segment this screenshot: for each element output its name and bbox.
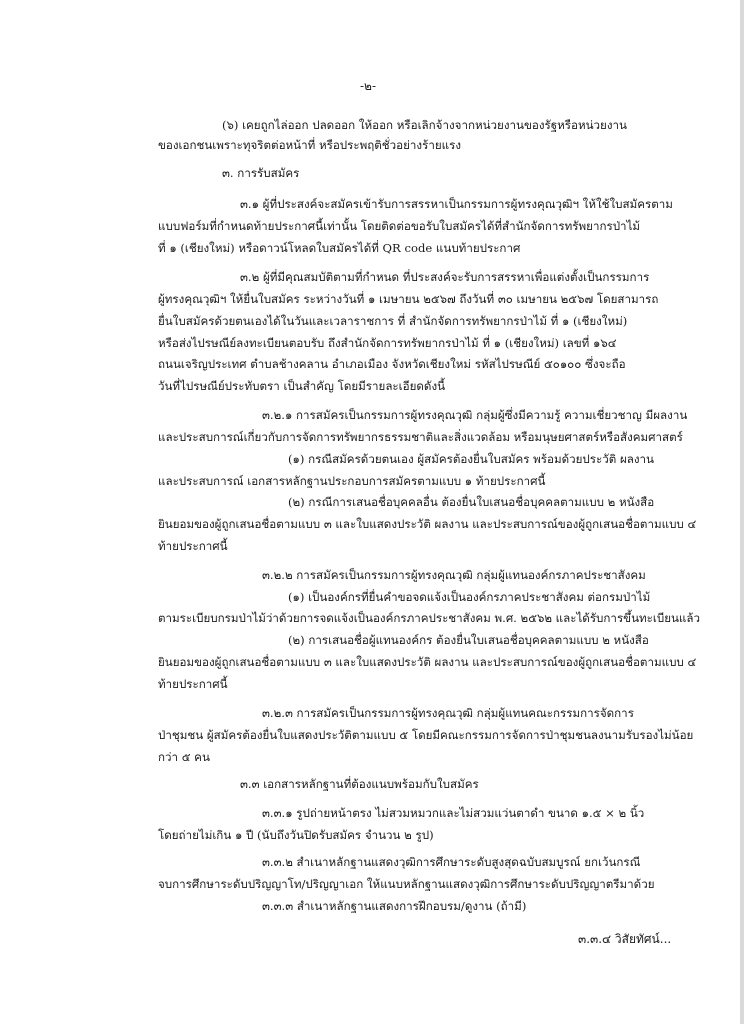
text-line: (๖) เคยถูกไล่ออก ปลดออก ให้ออก หรือเลิกจ้างจากหน่วยงานของรัฐหรือหน่วยงาน	[222, 118, 627, 132]
text-line: ๓.๓.๑ รูปถ่ายหน้าตรง ไม่สวมหมวกและไม่สวมแว่นตาดำ ขนาด ๑.๕ × ๒ นิ้ว	[262, 806, 645, 820]
section-heading: ๓. การรับสมัคร	[222, 166, 300, 180]
text-line: (๑) เป็นองค์กรที่ยื่นคำขอจดแจ้งเป็นองค์กรภาคประชาสังคม ต่อกรมป่าไม้	[288, 590, 651, 604]
text-line: ๓.๑ ผู้ที่ประสงค์จะสมัครเข้ารับการสรรหาเป็นกรรมการผู้ทรงคุณวุฒิฯ ให้ใช้ใบสมัครตาม	[240, 197, 673, 211]
text-line: และประสบการณ์ เอกสารหลักฐานประกอบการสมัครตามแบบ ๑ ท้ายประกาศนี้	[158, 474, 546, 488]
text-line: (๒) กรณีการเสนอชื่อบุคคลอื่น ต้องยื่นใบเสนอชื่อบุคคลตามแบบ ๒ หนังสือ	[288, 495, 655, 509]
text-line: ๓.๒.๒ การสมัครเป็นกรรมการผู้ทรงคุณวุฒิ กลุ่มผู้แทนองค์กรภาคประชาสังคม	[262, 568, 646, 582]
text-line: ท้ายประกาศนี้	[158, 539, 228, 553]
text-line: ๓.๓.๓ สำเนาหลักฐานแสดงการฝึกอบรม/ดูงาน (ถ้ามี)	[262, 899, 527, 913]
text-line: ๓.๒ ผู้ที่มีคุณสมบัติตามที่กำหนด ที่ประสงค์จะรับการสรรหาเพื่อแต่งตั้งเป็นกรรมการ	[240, 270, 650, 284]
text-line: หรือส่งไปรษณีย์ลงทะเบียนตอบรับ ถึงสำนักจัดการทรัพยากรป่าไม้ ที่ ๑ (เชียงใหม่) เลขที่ ๑๖๔	[158, 336, 617, 350]
page-number: -๒-	[360, 79, 377, 93]
text-line: (๒) การเสนอชื่อผู้แทนองค์กร ต้องยื่นใบเสนอชื่อบุคคลตามแบบ ๒ หนังสือ	[288, 633, 649, 647]
text-line: ๓.๓.๒ สำเนาหลักฐานแสดงวุฒิการศึกษาระดับสูงสุดฉบับสมบูรณ์ ยกเว้นกรณี	[262, 855, 641, 869]
text-line: แบบฟอร์มที่กำหนดท้ายประกาศนี้เท่านั้น โดยติดต่อขอรับใบสมัครได้ที่สำนักจัดการทรัพยากรป่าไม้	[158, 219, 641, 233]
text-line: ของเอกชนเพราะทุจริตต่อหน้าที่ หรือประพฤติชั่วอย่างร้ายแรง	[158, 138, 461, 152]
text-line: ที่ ๑ (เชียงใหม่) หรือดาวน์โหลดใบสมัครได้ที่ QR code แนบท้ายประกาศ	[158, 241, 521, 255]
text-line: ป่าชุมชน ผู้สมัครต้องยื่นใบแสดงประวัติตามแบบ ๕ โดยมีคณะกรรมการจัดการป่าชุมชนลงนามรับรองไม่น้อย	[158, 728, 694, 742]
text-line: จบการศึกษาระดับปริญญาโท/ปริญญาเอก ให้แนบหลักฐานแสดงวุฒิการศึกษาระดับปริญญาตรีมาด้วย	[158, 877, 655, 891]
text-line: วันที่ไปรษณีย์ประทับตรา เป็นสำคัญ โดยมีรายละเอียดดังนี้	[158, 379, 446, 393]
section-heading: ๓.๓ เอกสารหลักฐานที่ต้องแนบพร้อมกับใบสมัคร	[240, 777, 479, 791]
text-line: และประสบการณ์เกี่ยวกับการจัดการทรัพยากรธรรมชาติและสิ่งแวดล้อม หรือมนุษยศาสตร์หรือสังคมศาสตร์	[158, 430, 683, 444]
text-line: ยื่นใบสมัครด้วยตนเองได้ในวันและเวลาราชการ ที่ สำนักจัดการทรัพยากรป่าไม้ ที่ ๑ (เชียงใหม่)	[158, 314, 628, 328]
text-line: กว่า ๕ คน	[158, 750, 210, 764]
text-line: ตามระเบียบกรมป่าไม้ว่าด้วยการจดแจ้งเป็นองค์กรภาคประชาสังคม พ.ศ. ๒๕๖๒ และได้รับการขึ้นทะเบียนแล้ว	[158, 611, 701, 625]
page-edge-shadow	[740, 0, 744, 1024]
text-line: (๑) กรณีสมัครด้วยตนเอง ผู้สมัครต้องยื่นใบสมัคร พร้อมด้วยประวัติ ผลงาน	[288, 452, 654, 466]
text-line: ๓.๒.๓ การสมัครเป็นกรรมการผู้ทรงคุณวุฒิ กลุ่มผู้แทนคณะกรรมการจัดการ	[262, 706, 634, 720]
text-line: โดยถ่ายไม่เกิน ๑ ปี (นับถึงวันปิดรับสมัคร จำนวน ๒ รูป)	[158, 828, 434, 842]
text-line: ผู้ทรงคุณวุฒิฯ ให้ยื่นใบสมัคร ระหว่างวันที่ ๑ เมษายน ๒๕๖๗ ถึงวันที่ ๓๐ เมษายน ๒๕๖๗ โดยสามารถ	[158, 292, 659, 306]
text-line: ถนนเจริญประเทศ ตำบลช้างคลาน อำเภอเมือง จังหวัดเชียงใหม่ รหัสไปรษณีย์ ๕๐๑๐๐ ซึ่งจะถือ	[158, 357, 626, 371]
text-line: ท้ายประกาศนี้	[158, 677, 228, 691]
text-line: ๓.๒.๑ การสมัครเป็นกรรมการผู้ทรงคุณวุฒิ กลุ่มผู้ซึ่งมีความรู้ ความเชี่ยวชาญ มีผลงาน	[262, 408, 688, 422]
continuation-catchword: ๓.๓.๔ วิสัยทัศน์...	[578, 932, 672, 946]
text-line: ยินยอมของผู้ถูกเสนอชื่อตามแบบ ๓ และใบแสดงประวัติ ผลงาน และประสบการณ์ของผู้ถูกเสนอชื่อตามแบบ ๔	[158, 517, 697, 531]
text-line: ยินยอมของผู้ถูกเสนอชื่อตามแบบ ๓ และใบแสดงประวัติ ผลงาน และประสบการณ์ของผู้ถูกเสนอชื่อตามแบบ ๔	[158, 655, 697, 669]
